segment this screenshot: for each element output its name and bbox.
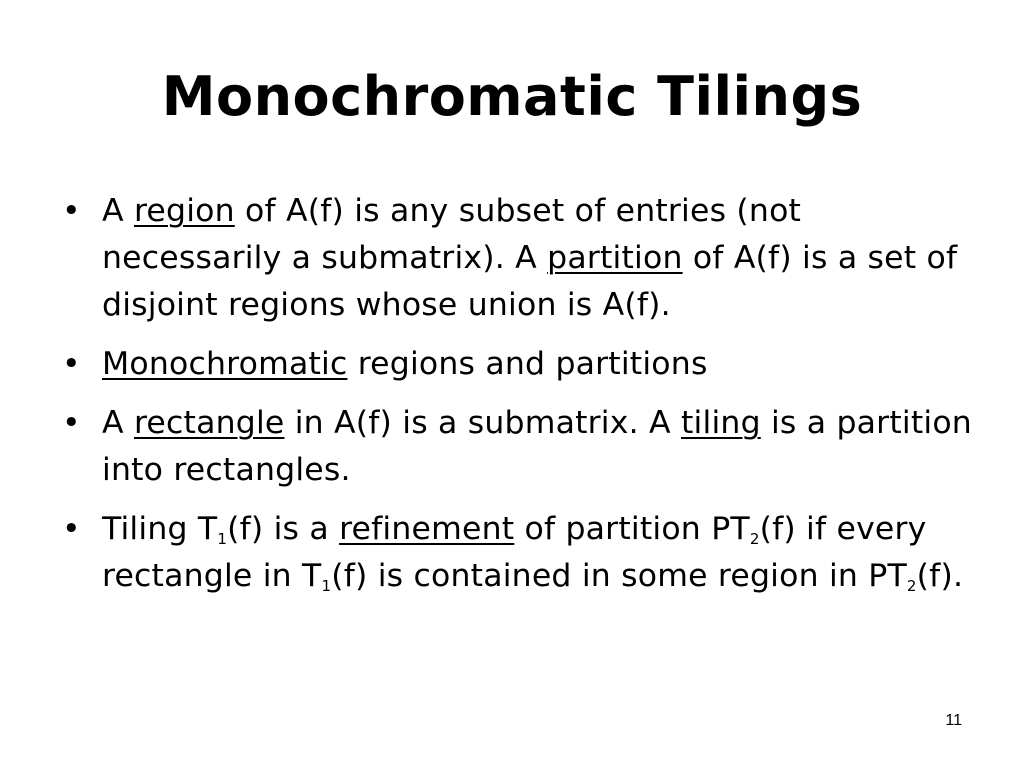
term-partition: partition <box>547 240 683 276</box>
bullet-text: Tiling $T_1(f)$ is a refinement of partition $PT_2(f)$ if every rectangle in $T_1(f)$ is contained in some region in $PT_2(f)$. <box>102 511 964 595</box>
term-refinement: refinement <box>339 511 515 547</box>
page-number: 11 <box>945 712 962 729</box>
subscript: 1 <box>321 577 332 595</box>
term-rectangle: rectangle <box>133 405 285 441</box>
bullet-text: Monochromatic regions and partitions <box>102 346 708 382</box>
bullet-rectangle-definition <box>62 400 982 494</box>
bullet-marker: • <box>62 405 81 441</box>
term-region: region <box>133 193 235 229</box>
bullet-list <box>62 188 982 612</box>
term-monochromatic: Monochromatic <box>102 346 348 382</box>
bullet-marker: • <box>62 511 81 547</box>
subscript: 2 <box>749 530 760 548</box>
bullet-marker: • <box>62 193 81 229</box>
bullet-refinement-definition <box>62 506 982 600</box>
term-tiling: tiling <box>681 405 761 441</box>
bullet-marker: • <box>62 346 81 382</box>
bullet-text: A region of A(f) is any subset of entries (not necessarily a submatrix). A partition of A(f) is a set of disjoint regions whose union is A(f). <box>102 193 958 323</box>
bullet-region-definition <box>62 188 982 329</box>
slide-title: Monochromatic Tilings <box>161 65 863 128</box>
subscript: 1 <box>217 530 228 548</box>
bullet-text: A rectangle in A(f) is a submatrix. A tiling is a partition into rectangles. <box>102 405 972 488</box>
bullet-monochromatic <box>62 341 982 388</box>
subscript: 2 <box>906 577 917 595</box>
